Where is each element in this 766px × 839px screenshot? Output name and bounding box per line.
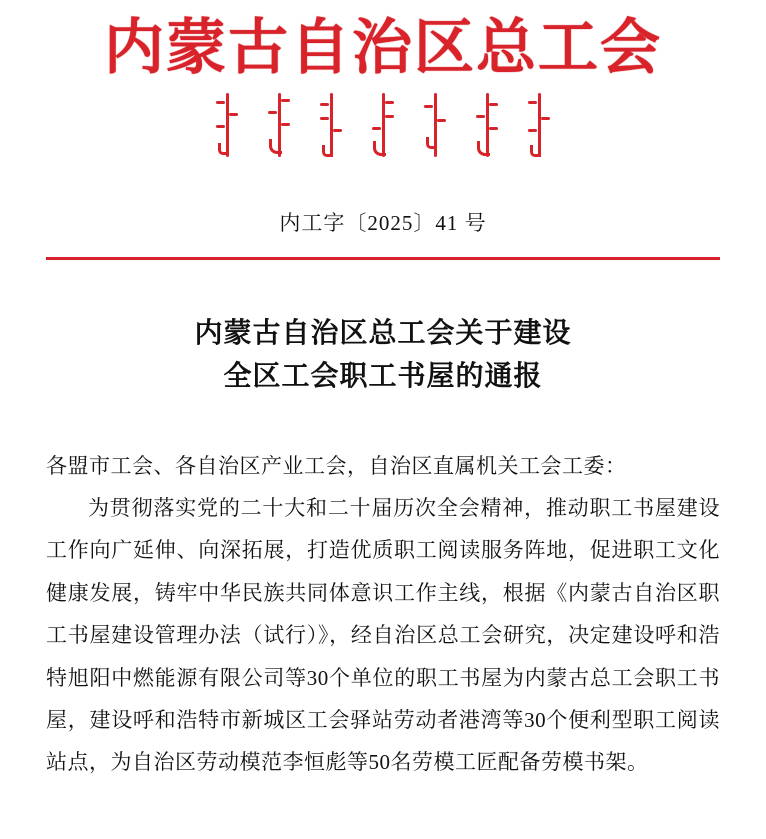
red-divider-rule (46, 257, 720, 260)
document-title (46, 312, 720, 399)
mongolian-glyph-column (323, 91, 339, 159)
letterhead (46, 0, 720, 163)
document-title-line-2: 全区工会职工书屋的通报 (223, 361, 543, 393)
document-body (46, 445, 720, 784)
document-number: 内工字〔2025〕41 号 (279, 210, 487, 235)
body-paragraph: 为贯彻落实党的二十大和二十届历次全会精神，推动职工书屋建设工作向广延伸、向深拓展，打造优质职工阅读服务阵地，促进职工文化健康发展，铸牢中华民族共同体意识工作主线，根据《内蒙古自治区职工书屋建设管理办法（试行）》，经自治区总工会研究，决定建设呼和浩特旭阳中燃能源有限公司等30个单位的职工书屋为内蒙古总工会职工书屋，建设呼和浩特市新城区工会驿站劳动者港湾等30个便利型职工阅读站点，为自治区劳动模范李恒彪等50名劳模工匠配备劳模书架。 (46, 495, 720, 775)
mongolian-glyph-column (219, 91, 235, 159)
mongolian-glyph-column (375, 91, 391, 159)
document-title-line-1: 内蒙古自治区总工会关于建设 (194, 317, 572, 349)
salutation: 各盟市工会、各自治区产业工会，自治区直属机关工会工委： (46, 453, 627, 478)
letterhead-title: 内蒙古自治区总工会 (104, 15, 662, 81)
mongolian-glyph-column (271, 91, 287, 159)
mongolian-glyph-column (479, 91, 495, 159)
mongolian-glyph-column (531, 91, 547, 159)
mongolian-glyph-column (427, 91, 443, 159)
mongolian-script-header (46, 91, 720, 163)
